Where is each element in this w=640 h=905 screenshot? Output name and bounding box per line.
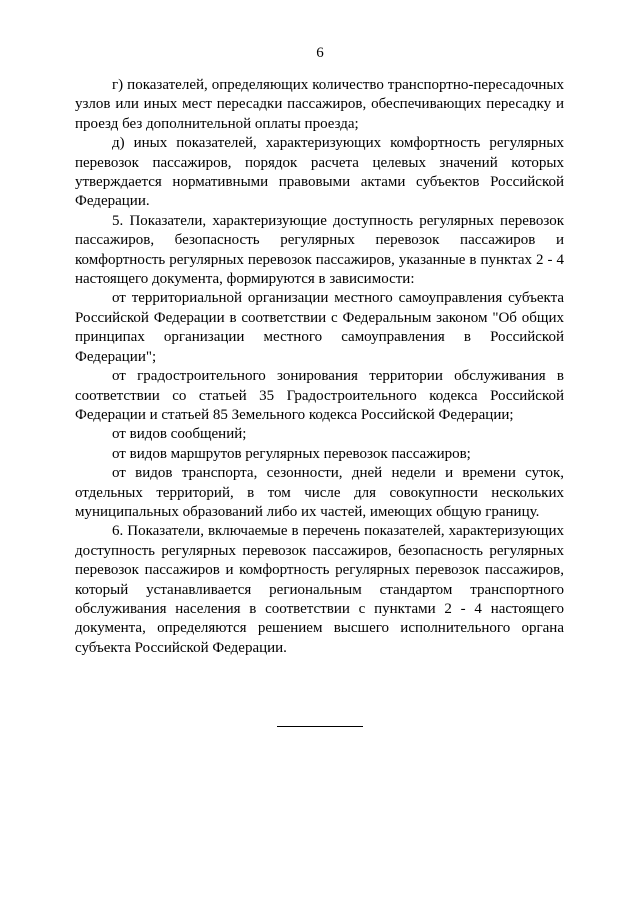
- page-number: 6: [316, 45, 324, 61]
- document-body: [75, 76, 564, 658]
- paragraph-section-6: 6. Показатели, включаемые в перечень показателей, характеризующих доступность регулярных перевозок пассажиров, безопасность регулярных перевозок пассажиров и комфортность регулярных перевозок пассажиров, который устанавливается региональным стандартом транспортного обслуживания населения в соответствии с пунктами 2 - 4 настоящего документа, определяются решением высшего исполнительного органа субъекта Российской Федерации.: [75, 523, 564, 656]
- paragraph-item-g: г) показателей, определяющих количество транспортно-пересадочных узлов или иных мест пересадки пассажиров, обеспечивающих пересадку и проезд без дополнительной оплаты проезда;: [75, 77, 564, 132]
- paragraph-dependency-routes: от видов маршрутов регулярных перевозок пассажиров;: [112, 445, 471, 462]
- end-divider-line: [277, 726, 363, 727]
- paragraph-dependency-zoning: от градостроительного зонирования территории обслуживания в соответствии со статьей 35 Градостроительного кодекса Российской Федерации и статьей 85 Земельного кодекса Российской Федерации;: [75, 368, 564, 423]
- paragraph-dependency-connections: от видов сообщений;: [112, 426, 247, 443]
- paragraph-dependency-local-government: от территориальной организации местного самоуправления субъекта Российской Федерации в соответствии с Федеральным законом "Об общих принципах организации местного самоуправления в Российской Федерации";: [75, 290, 564, 365]
- paragraph-section-5: 5. Показатели, характеризующие доступность регулярных перевозок пассажиров, безопасность регулярных перевозок пассажиров и комфортность регулярных перевозок пассажиров, указанные в пунктах 2 - 4 настоящего документа, формируются в зависимости:: [75, 212, 564, 288]
- paragraph-dependency-transport: от видов транспорта, сезонности, дней недели и времени суток, отдельных территорий, в том числе для совокупности нескольких муниципальных образований либо их частей, имеющих общую границу.: [75, 465, 564, 520]
- paragraph-item-d: д) иных показателей, характеризующих комфортность регулярных перевозок пассажиров, порядок расчета целевых значений которых утверждается нормативными правовыми актами субъектов Российской Федерации.: [75, 135, 564, 210]
